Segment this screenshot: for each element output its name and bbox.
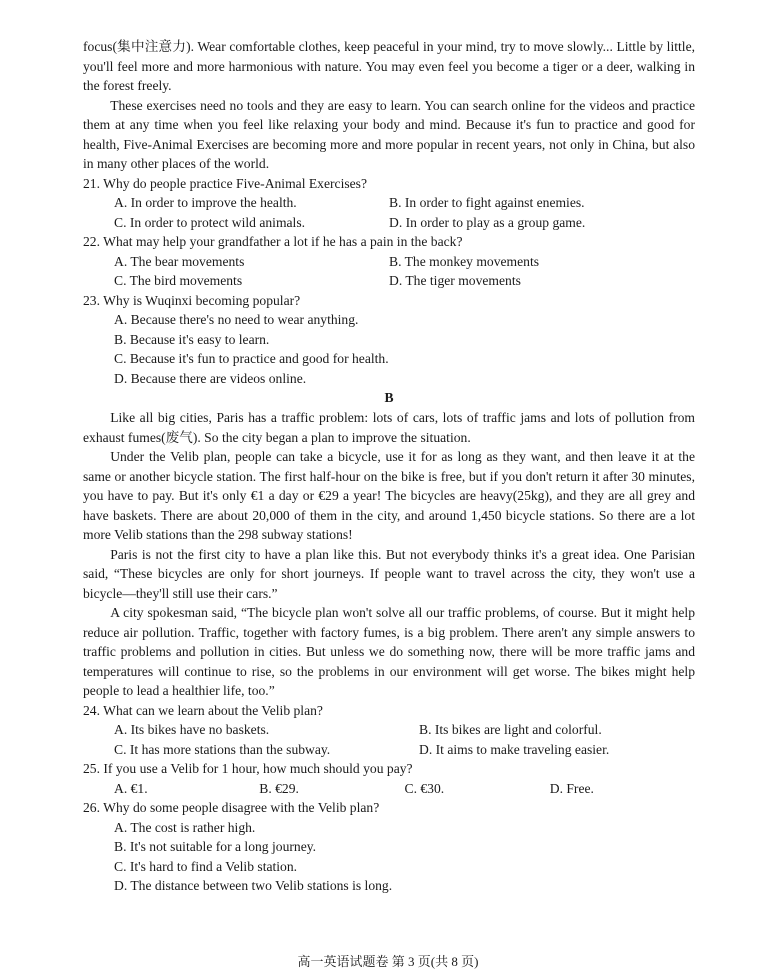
question-26 bbox=[83, 798, 695, 896]
question-23 bbox=[83, 291, 695, 389]
option-d: D. The tiger movements bbox=[389, 273, 521, 288]
option-c: C. Because it's fun to practice and good for health. bbox=[114, 351, 389, 366]
question-stem: 24. What can we learn about the Velib plan? bbox=[83, 702, 323, 718]
passage-b-paragraph: Under the Velib plan, people can take a bicycle, use it for as long as they want, and then leave it at the same or another bicycle station. The first half-hour on the bike is free, but if you don't return it after 30 minutes, you have to pay. But it's only €1 a day or €29 a year! The bicycles are heavy(25kg), and they are all grey and have baskets. There are about 20,000 of them in the city, and around 1,450 bicycle stations. So there are a lot more Velib stations than the 298 subway stations! bbox=[83, 449, 695, 542]
option-c: C. The bird movements bbox=[114, 273, 243, 288]
question-stem: 21. Why do people practice Five-Animal Exercises? bbox=[83, 175, 367, 191]
passage-a-paragraph: focus(集中注意力). Wear comfortable clothes, keep peaceful in your mind, try to move slowly... Little by little, you'll feel more and more harmonious with nature. You may even feel you become a tiger or a deer, walking in the forest freely. bbox=[83, 39, 695, 93]
option-b: B. Because it's easy to learn. bbox=[114, 331, 270, 347]
option-b: B. The monkey movements bbox=[389, 253, 540, 269]
passage-a-paragraph: These exercises need no tools and they are easy to learn. You can search online for the videos and practice them at any time when you feel like relaxing your body and mind. Because it's fun to practice and good for health, Five-Animal Exercises are becoming more and more popular in recent years, not only in China, but also in many other places of the world. bbox=[83, 97, 695, 171]
option-row bbox=[83, 271, 695, 291]
question-stem: 22. What may help your grandfather a lot if he has a pain in the back? bbox=[83, 234, 463, 249]
question-21 bbox=[83, 174, 695, 233]
option-row bbox=[83, 740, 695, 760]
option-b: B. It's not suitable for a long journey. bbox=[114, 839, 317, 854]
option-d: D. Free. bbox=[549, 780, 594, 796]
question-stem: 26. Why do some people disagree with the Velib plan? bbox=[83, 800, 380, 815]
section-b-heading: B bbox=[384, 390, 394, 405]
option-b: B. Its bikes are light and colorful. bbox=[419, 722, 602, 737]
passage-b-paragraph: Like all big cities, Paris has a traffic problem: lots of cars, lots of traffic jams and lots of pollution from exhaust fumes(废气). So the city began a plan to improve the situation. bbox=[83, 410, 695, 445]
option-d: D. It aims to make traveling easier. bbox=[419, 741, 610, 757]
option-a: A. The bear movements bbox=[114, 253, 245, 269]
option-c: C. In order to protect wild animals. bbox=[114, 214, 306, 230]
question-stem: 23. Why is Wuqinxi becoming popular? bbox=[83, 292, 301, 308]
question-25 bbox=[83, 759, 695, 798]
option-a: A. In order to improve the health. bbox=[114, 195, 297, 210]
option-d: D. Because there are videos online. bbox=[114, 370, 307, 386]
option-row bbox=[83, 213, 695, 233]
option-b: B. €29. bbox=[259, 780, 299, 796]
option-row bbox=[83, 779, 695, 799]
option-b: B. In order to fight against enemies. bbox=[389, 195, 585, 210]
question-24 bbox=[83, 701, 695, 760]
question-stem: 25. If you use a Velib for 1 hour, how much should you pay? bbox=[83, 761, 413, 776]
option-a: A. The cost is rather high. bbox=[114, 819, 256, 835]
option-c: C. It's hard to find a Velib station. bbox=[114, 858, 298, 874]
option-d: D. The distance between two Velib stations is long. bbox=[114, 878, 393, 893]
option-row bbox=[83, 720, 695, 740]
question-22 bbox=[83, 232, 695, 291]
option-c: C. €30. bbox=[404, 780, 445, 796]
option-c: C. It has more stations than the subway. bbox=[114, 741, 331, 757]
option-a: A. €1. bbox=[114, 780, 148, 796]
option-d: D. In order to play as a group game. bbox=[389, 214, 586, 230]
option-row bbox=[83, 193, 695, 213]
page-footer: 高一英语试题卷 第 3 页(共 8 页) bbox=[297, 954, 479, 969]
option-a: A. Its bikes have no baskets. bbox=[114, 722, 270, 737]
page-content bbox=[83, 37, 695, 896]
passage-b-paragraph: Paris is not the first city to have a plan like this. But not everybody thinks it's a great idea. One Parisian said, “These bicycles are only for short journeys. If people want to travel across the city, they won't use a bicycle—they'll still use their cars.” bbox=[83, 546, 695, 601]
option-row bbox=[83, 252, 695, 272]
passage-b-paragraph: A city spokesman said, “The bicycle plan won't solve all our traffic problems, of course. But it might help reduce air pollution. Traffic, together with factory fumes, is a big problem. There aren't any simple answers to traffic problems and pollution in cities. But unless we do something now, there will be more traffic jams and temperatures will continue to rise, so the problems in our environment will get worse. The bikes might help people to lead a healthier life, too.” bbox=[83, 605, 695, 698]
option-a: A. Because there's no need to wear anything. bbox=[114, 312, 359, 327]
